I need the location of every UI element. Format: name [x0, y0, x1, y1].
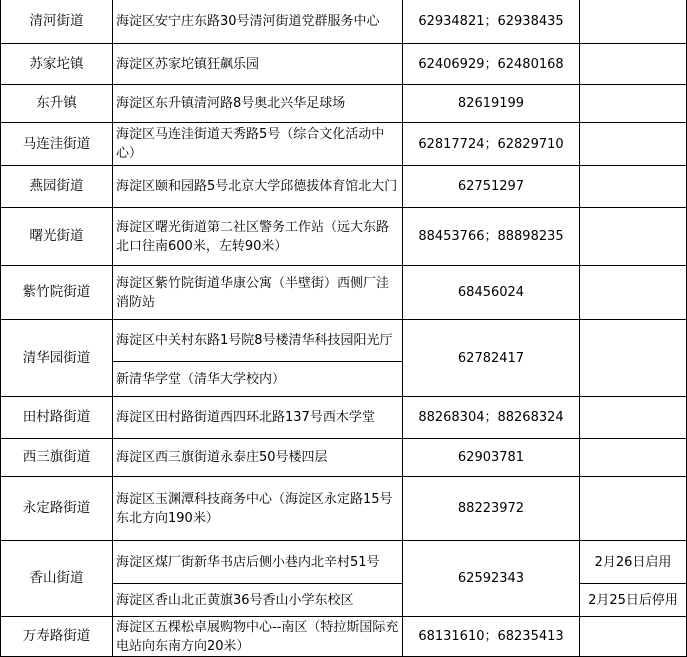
note-cell	[580, 266, 687, 320]
note-cell	[580, 44, 687, 85]
street-cell: 永定路街道	[1, 477, 113, 541]
phone-cell: 82619199	[403, 85, 580, 123]
street-cell: 田村路街道	[1, 397, 113, 439]
street-cell: 东升镇	[1, 85, 113, 123]
street-cell: 万寿路街道	[1, 617, 113, 657]
address-cell: 海淀区紫竹院街道华康公寓（半壁街）西侧厂洼消防站	[113, 266, 403, 320]
address-cell: 海淀区苏家坨镇狂飙乐园	[113, 44, 403, 85]
note-cell: 2月26日启用	[580, 541, 687, 584]
table-row	[1, 0, 687, 44]
phone-cell: 62592343	[403, 541, 580, 617]
phone-cell: 68456024	[403, 266, 580, 320]
street-cell: 西三旗街道	[1, 439, 113, 477]
address-cell: 海淀区香山北正黄旗36号香山小学东校区	[113, 584, 403, 617]
phone-cell: 88268304；88268324	[403, 397, 580, 439]
note-cell	[580, 85, 687, 123]
address-cell: 海淀区东升镇清河路8号奥北兴华足球场	[113, 85, 403, 123]
address-cell: 海淀区马连洼街道天秀路5号（综合文化活动中心）	[113, 123, 403, 166]
table-row	[1, 208, 687, 266]
table-row	[1, 397, 687, 439]
street-cell: 苏家坨镇	[1, 44, 113, 85]
note-cell: 2月25日后停用	[580, 584, 687, 617]
address-cell: 海淀区煤厂街新华书店后侧小巷内北辛村51号	[113, 541, 403, 584]
note-cell	[580, 123, 687, 166]
table-row	[1, 477, 687, 541]
note-cell	[580, 617, 687, 657]
note-cell	[580, 0, 687, 44]
address-cell: 海淀区玉渊潭科技商务中心（海淀区永定路15号东北方向190米）	[113, 477, 403, 541]
phone-cell: 62751297	[403, 166, 580, 208]
street-cell: 曙光街道	[1, 208, 113, 266]
address-cell: 海淀区五棵松卓展购物中心--南区（特拉斯国际充电站向东南方向20米）	[113, 617, 403, 657]
note-cell	[580, 397, 687, 439]
street-cell: 燕园街道	[1, 166, 113, 208]
address-cell: 海淀区中关村东路1号院8号楼清华科技园阳光厅	[113, 320, 403, 362]
phone-cell: 88453766；88898235	[403, 208, 580, 266]
address-cell: 海淀区西三旗街道永泰庄50号楼四层	[113, 439, 403, 477]
table-row	[1, 320, 687, 362]
address-cell: 海淀区田村路街道西四环北路137号西木学堂	[113, 397, 403, 439]
address-cell: 海淀区颐和园路5号北京大学邱德拔体育馆北大门	[113, 166, 403, 208]
street-cell: 紫竹院街道	[1, 266, 113, 320]
table-row	[1, 439, 687, 477]
address-cell: 海淀区安宁庄东路30号清河街道党群服务中心	[113, 0, 403, 44]
table-row	[1, 85, 687, 123]
note-cell	[580, 477, 687, 541]
note-cell	[580, 166, 687, 208]
street-cell: 马连洼街道	[1, 123, 113, 166]
table-row	[1, 123, 687, 166]
note-cell	[580, 439, 687, 477]
phone-cell: 68131610；68235413	[403, 617, 580, 657]
street-cell: 清华园街道	[1, 320, 113, 397]
street-cell: 清河街道	[1, 0, 113, 44]
note-cell	[580, 320, 687, 397]
table-row	[1, 166, 687, 208]
phone-cell: 62903781	[403, 439, 580, 477]
table-row	[1, 266, 687, 320]
phone-cell: 62406929；62480168	[403, 44, 580, 85]
phone-cell: 62782417	[403, 320, 580, 397]
phone-cell: 62817724；62829710	[403, 123, 580, 166]
phone-cell: 88223972	[403, 477, 580, 541]
table-row	[1, 541, 687, 584]
address-cell: 海淀区曙光街道第二社区警务工作站（远大东路北口往南600米，左转90米）	[113, 208, 403, 266]
table-row	[1, 617, 687, 657]
street-cell: 香山街道	[1, 541, 113, 617]
address-cell: 新清华学堂（清华大学校内）	[113, 362, 403, 397]
note-cell	[580, 208, 687, 266]
phone-cell: 62934821；62938435	[403, 0, 580, 44]
table-row	[1, 44, 687, 85]
